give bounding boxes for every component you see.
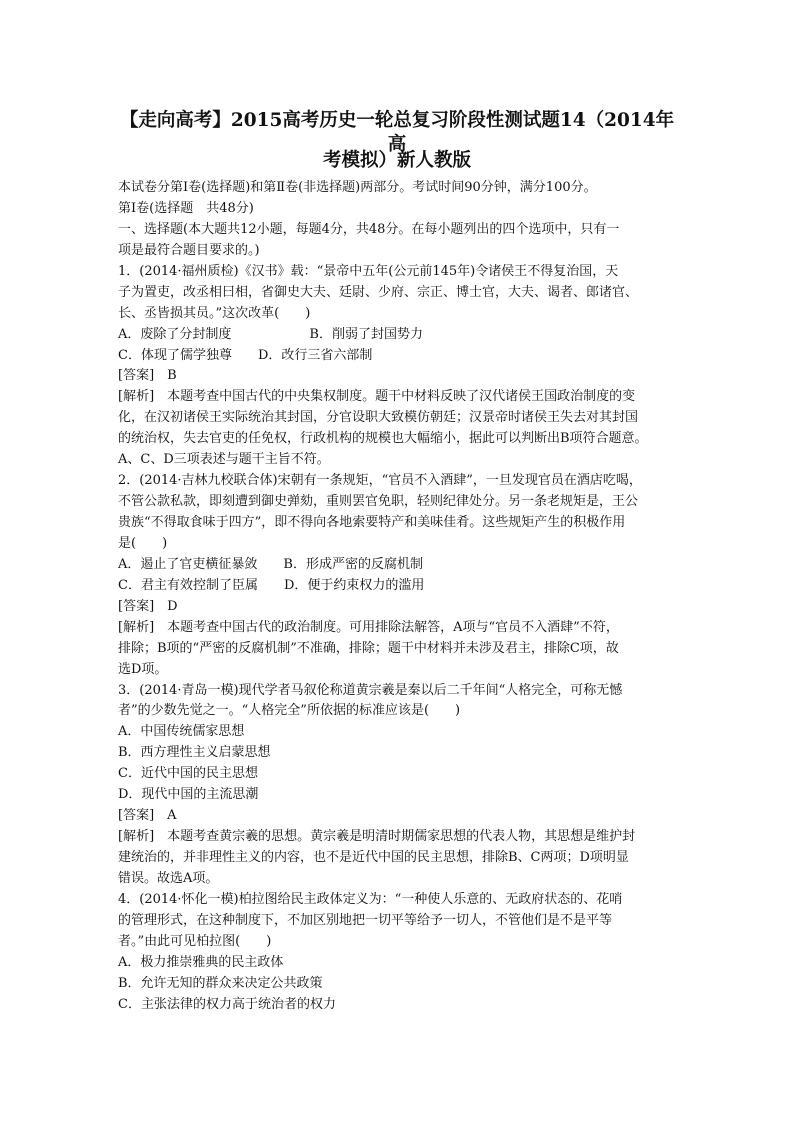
question-2-analysis-cont: 排除；B项的“严密的反腐机制”不准确，排除；题干中材料并未涉及君主，排除C项，故 (118, 640, 619, 656)
exam-instructions: 本试卷分第Ⅰ卷(选择题)和第Ⅱ卷(非选择题)两部分。考试时间90分钟，满分100分。 (118, 180, 597, 195)
question-type-instructions: 一、选择题(本大题共12小题，每题4分，共48分。在每小题列出的四个选项中，只有一 (118, 221, 620, 237)
question-4-option-b: B．允许无知的群众来决定公共政策 (118, 975, 323, 991)
question-1-analysis-cont: 的统治权，失去官吏的任免权，行政机构的规模也大幅缩小，据此可以判断出B项符合题意。 (118, 431, 648, 447)
question-2-stem: 2．(2014·吉林九校联合体)宋朝有一条规矩，“官员不入酒肆”，一旦发现官员在酒店吃喝， (118, 473, 642, 489)
question-1-analysis: [解析] 本题考查中国古代的中央集权制度。题干中材料反映了汉代诸侯王国政治制度的变 (118, 389, 636, 405)
question-4-option-a: A．极力推崇雅典的民主政体 (118, 954, 284, 970)
question-1-options-cd: C．体现了儒学独尊 D．改行三省六部制 (118, 347, 373, 363)
question-1-stem-cont: 长、丞皆损其员。”这次改革( ) (118, 305, 311, 321)
document-title-line-2: 考模拟）新人教版 (322, 150, 471, 171)
question-4-option-c: C．主张法律的权力高于统治者的权力 (118, 996, 336, 1012)
question-2-analysis: [解析] 本题考查中国古代的政治制度。可用排除法解答，A项与“官员不入酒肆”不符， (118, 619, 619, 635)
question-1-analysis-cont: 化，在汉初诸侯王实际统治其封国，分官设职大致模仿朝廷；汉景帝时诸侯王失去对其封国 (118, 410, 639, 426)
question-2-answer: [答案] D (118, 598, 178, 614)
question-2-analysis-cont: 选D项。 (118, 661, 168, 677)
question-2-options-cd: C．君主有效控制了臣属 D．便于约束权力的滥用 (118, 577, 425, 593)
question-3-analysis: [解析] 本题考查黄宗羲的思想。黄宗羲是明清时期儒家思想的代表人物，其思想是维护封 (118, 829, 636, 845)
section-heading: 第Ⅰ卷(选择题 共48分) (118, 200, 254, 216)
question-2-stem-cont: 贵族“不得取食味于四方”，即不得向各地索要特产和美味佳肴。这些规矩产生的积极作用 (118, 515, 626, 530)
question-1-stem-cont: 子为置吏，改丞相曰相，省御史大夫、廷尉、少府、宗正、博士官，大夫、谒者、郎诸官、 (118, 284, 639, 300)
question-4-stem-cont: 者。”由此可见柏拉图( ) (118, 933, 272, 949)
question-3-answer: [答案] A (118, 808, 177, 824)
question-2-options-ab: A．遏止了官吏横征暴敛 B．形成严密的反腐机制 (118, 556, 423, 572)
question-3-stem-cont: 者”的少数先觉之一。“人格完全”所依据的标准应该是( ) (118, 703, 461, 719)
question-1-answer: [答案] B (118, 368, 177, 384)
question-3-stem: 3．(2014·青岛一模)现代学者马叙伦称道黄宗羲是秦以后二千年间“人格完全，可称无憾 (118, 682, 623, 698)
question-2-stem-cont: 是( ) (118, 535, 168, 551)
question-1-analysis-cont: A、C、D三项表述与题干主旨不符。 (118, 452, 330, 468)
question-1-options-ab: A．废除了分封制度 B．削弱了封国势力 (118, 326, 423, 342)
document-body (118, 178, 683, 1016)
question-3-analysis-cont: 建统治的，并非理性主义的内容，也不是近代中国的民主思想，排除B、C两项；D项明显 (118, 850, 629, 865)
question-4-stem-cont: 的管理形式，在这种制度下，不加区别地把一切平等给予一切人，不管他们是不是平等 (118, 912, 613, 928)
document-title-line-1: 【走向高考】2015高考历史一轮总复习阶段性测试题14（2014年高 (119, 110, 675, 155)
question-2-stem-cont: 不管公款私款，即刻遭到御史弹劾，重则罢官免职，轻则纪律处分。另一条老规矩是，王公 (118, 494, 639, 510)
question-3-option-d: D．现代中国的主流思潮 (118, 787, 259, 803)
question-3-option-a: A．中国传统儒家思想 (118, 724, 245, 740)
question-4-stem: 4．(2014·怀化一模)柏拉图给民主政体定义为：“一种使人乐意的、无政府状态的、花哨 (118, 891, 623, 907)
question-1-stem: 1．(2014·福州质检)《汉书》载：“景帝中五年(公元前145年)令诸侯王不得复治国，天 (118, 263, 619, 279)
question-3-option-c: C．近代中国的民主思想 (118, 766, 258, 782)
question-3-option-b: B．西方理性主义启蒙思想 (118, 745, 271, 761)
question-type-instructions-cont: 项是最符合题目要求的。) (118, 242, 260, 258)
question-3-analysis-cont: 错误。故选A项。 (118, 870, 219, 886)
